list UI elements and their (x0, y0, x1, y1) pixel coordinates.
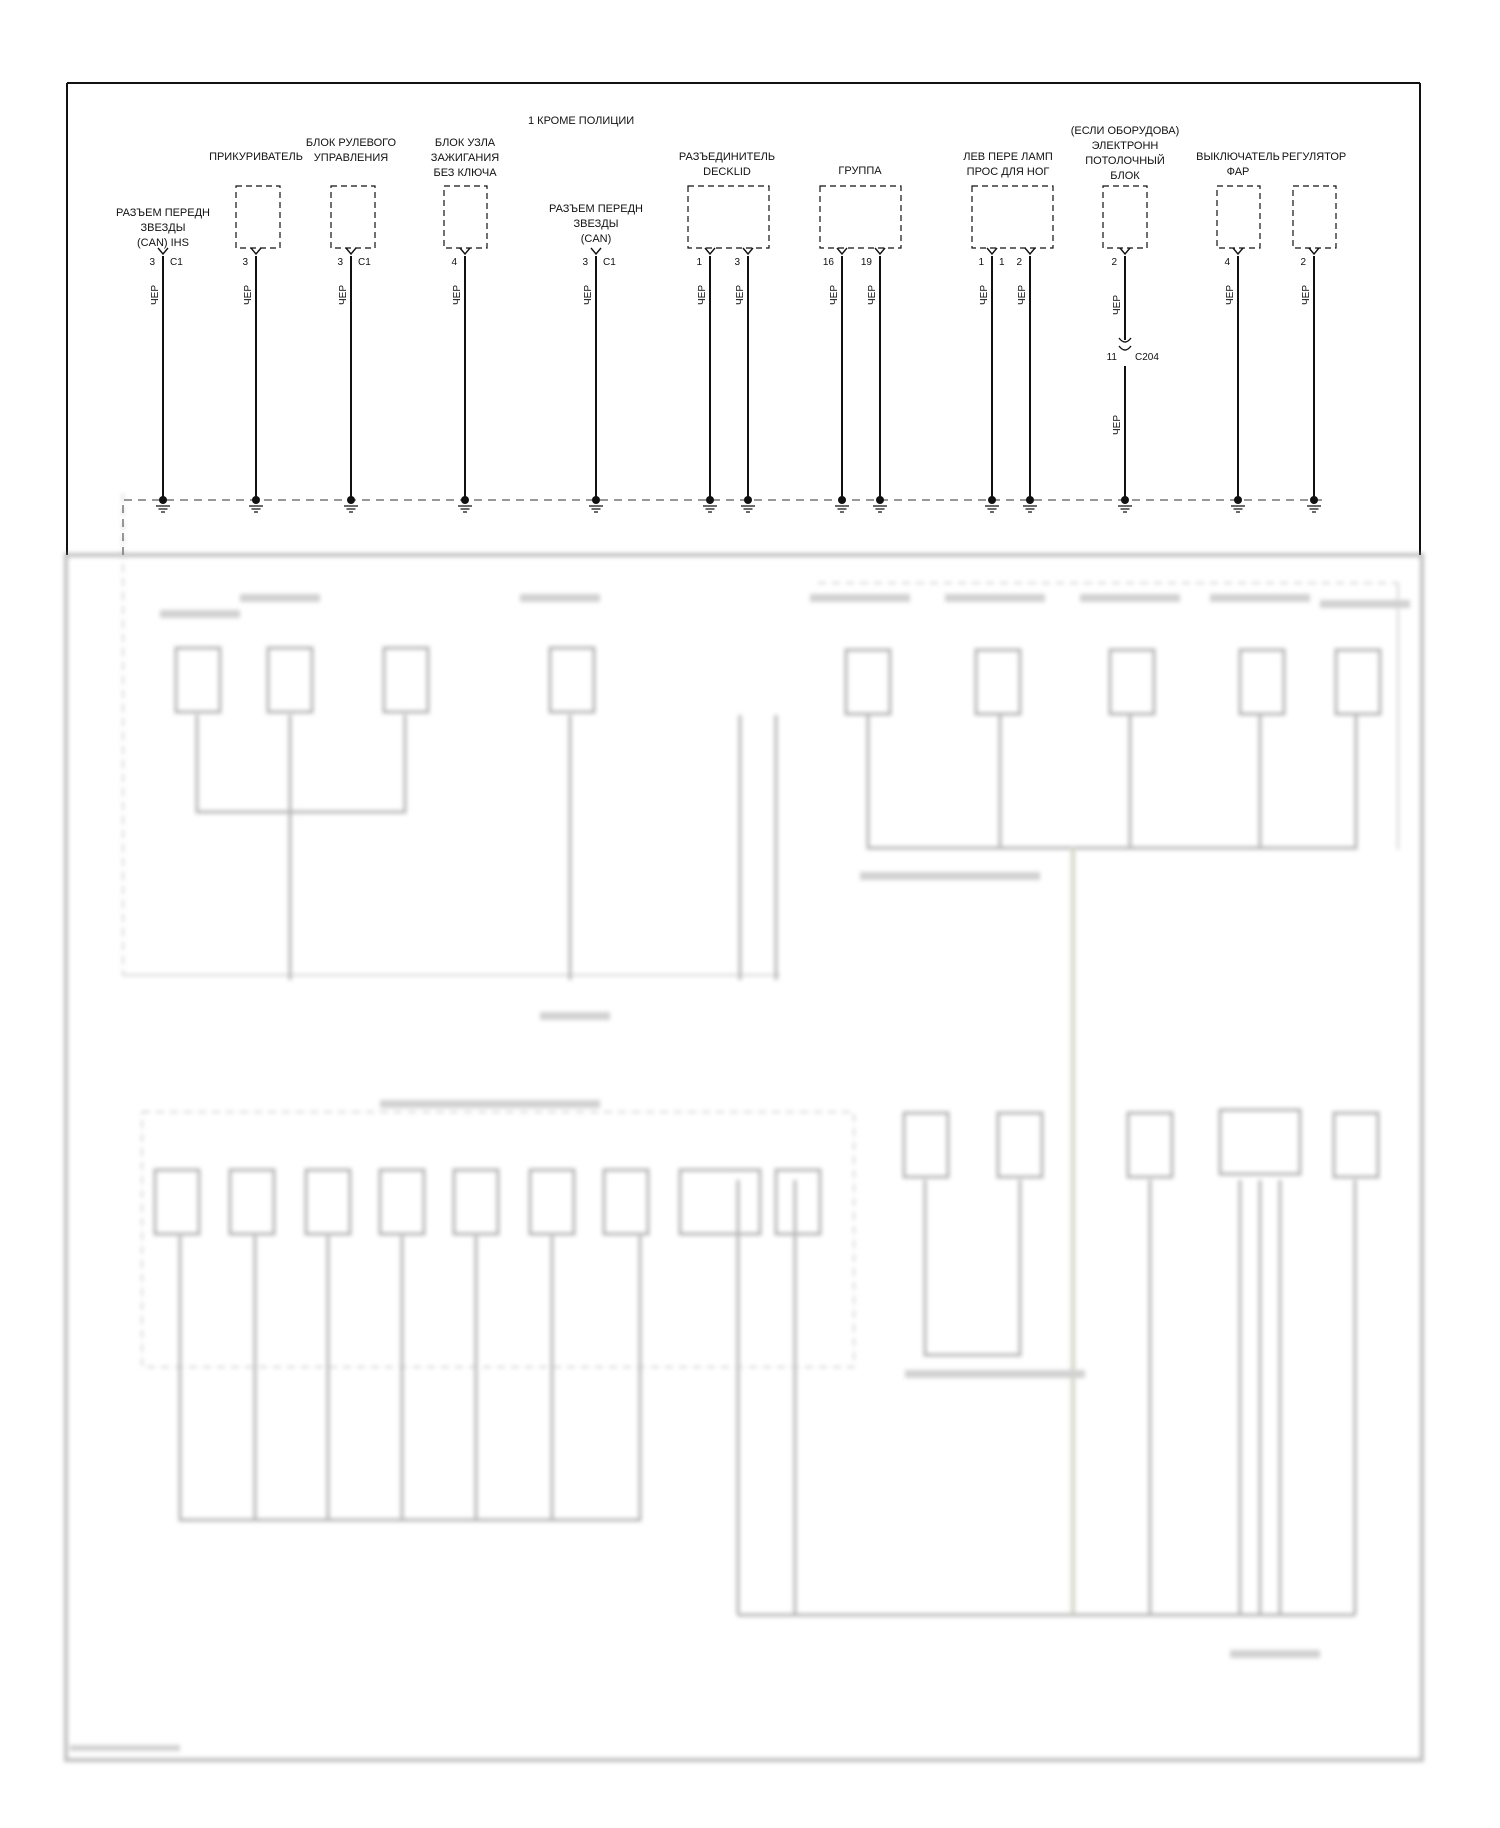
ground-icon (1231, 506, 1245, 512)
ground-icon (703, 506, 717, 512)
splice-connector-id: C204 (1135, 352, 1159, 363)
component-label-line: ЗВЕЗДЫ (140, 222, 186, 234)
component-11 (1282, 151, 1347, 512)
pin-number: 2 (1111, 257, 1117, 268)
wire-color-label: ЧЕР (338, 284, 349, 306)
wire-color-label: ЧЕР (583, 284, 594, 306)
ground-icon (985, 506, 999, 512)
component-label-line: ПРОС ДЛЯ НОГ (966, 166, 1050, 178)
ground-point (1310, 496, 1318, 504)
component-box (331, 186, 375, 248)
component-3 (306, 137, 397, 512)
component-label-line: ФАР (1226, 166, 1250, 178)
ground-point (1026, 496, 1034, 504)
ground-point (461, 496, 469, 504)
wire-color-label: ЧЕР (735, 284, 746, 306)
component-box (1293, 186, 1336, 248)
connector-pin (837, 248, 847, 254)
pin-number: 1 (696, 257, 702, 268)
component-box (688, 186, 769, 248)
ground-bus (123, 500, 1325, 555)
component-label-line: ЛЕВ ПЕРЕ ЛАМП (963, 151, 1053, 163)
connector-pin (1233, 248, 1243, 254)
wire-color-label: ЧЕР (867, 284, 878, 306)
connector-pin (346, 248, 356, 254)
pin-number: 1 (978, 257, 984, 268)
component-label-line: (ЕСЛИ ОБОРУДОВА) (1070, 125, 1180, 137)
ground-icon (249, 506, 263, 512)
pin-number: 16 (822, 257, 834, 268)
connector-id: C1 (358, 257, 371, 268)
wire-color-label: ЧЕР (1225, 284, 1236, 306)
wire-color-label: ЧЕР (452, 284, 463, 306)
component-10 (1196, 151, 1280, 512)
component-label-line: DECKLID (703, 166, 751, 178)
component-label-line: БЕЗ КЛЮЧА (433, 167, 497, 179)
component-2 (209, 151, 303, 512)
component-box (444, 186, 487, 248)
ground-point (988, 496, 996, 504)
component-label-line: УПРАВЛЕНИЯ (313, 152, 389, 164)
component-1 (116, 207, 210, 512)
header-note: 1 КРОМЕ ПОЛИЦИИ (528, 115, 635, 127)
connector-pin (1025, 248, 1035, 254)
ground-point (838, 496, 846, 504)
component-6 (679, 151, 775, 512)
component-label-line: ВЫКЛЮЧАТЕЛЬ (1196, 151, 1280, 163)
pin-number: 4 (451, 257, 457, 268)
splice-pin-number: 11 (1106, 352, 1117, 363)
connector-id: C1 (603, 257, 616, 268)
wire-color-label: ЧЕР (829, 284, 840, 306)
wire-color-label: ЧЕР (1112, 294, 1123, 316)
component-label-line: РЕГУЛЯТОР (1281, 151, 1347, 163)
component-label-line: РАЗЪЕМ ПЕРЕДН (115, 207, 211, 219)
connector-id: C1 (170, 257, 183, 268)
connector-pin (251, 248, 261, 254)
ground-point (1234, 496, 1242, 504)
connector-id: 1 (999, 257, 1005, 268)
ground-icon (873, 506, 887, 512)
wire-color-label: ЧЕР (243, 284, 254, 306)
connector-pin (875, 248, 885, 254)
component-box (1217, 186, 1260, 248)
pin-number: 19 (860, 257, 872, 268)
ground-icon (835, 506, 849, 512)
connector-pin (1309, 248, 1319, 254)
component-label-line: ПОТОЛОЧНЫЙ (1085, 155, 1165, 167)
wire-color-label: ЧЕР (979, 284, 990, 306)
wire-color-label: ЧЕР (697, 284, 708, 306)
pin-number: 3 (582, 257, 588, 268)
ground-point (706, 496, 714, 504)
ground-point (592, 496, 600, 504)
component-box (972, 186, 1053, 248)
pin-number: 2 (1016, 257, 1022, 268)
ground-point (159, 496, 167, 504)
ground-icon (344, 506, 358, 512)
component-5 (549, 203, 643, 512)
pin-number: 3 (242, 257, 248, 268)
component-label-line: ЗВЕЗДЫ (573, 218, 619, 230)
wire-color-label: ЧЕР (1112, 414, 1123, 436)
connector-pin (460, 248, 470, 254)
component-label-line: ЭЛЕКТРОНН (1091, 140, 1159, 152)
connector-pin (591, 248, 601, 254)
connector-pin (743, 248, 753, 254)
ground-icon (1307, 506, 1321, 512)
ground-point (876, 496, 884, 504)
ground-point (1121, 496, 1129, 504)
ground-icon (1023, 506, 1037, 512)
ground-point (347, 496, 355, 504)
ground-point (252, 496, 260, 504)
wire-color-label: ЧЕР (1301, 284, 1312, 306)
component-box (1103, 186, 1147, 248)
component-label-line: ПРИКУРИВАТЕЛЬ (209, 151, 303, 163)
pin-number: 4 (1224, 257, 1230, 268)
component-label-line: (CAN) IHS (137, 237, 189, 249)
pin-number: 3 (734, 257, 740, 268)
ground-icon (1118, 506, 1132, 512)
component-box (820, 186, 901, 248)
component-4 (431, 137, 499, 512)
ground-icon (156, 506, 170, 512)
component-label-line: ЗАЖИГАНИЯ (430, 152, 500, 164)
ground-point (744, 496, 752, 504)
pin-number: 3 (337, 257, 343, 268)
component-8 (963, 151, 1053, 512)
blurred-lower-section (66, 494, 1422, 1760)
component-label-line: РАЗЪЕДИНИТЕЛЬ (678, 151, 776, 163)
pin-number: 2 (1300, 257, 1306, 268)
wire-color-label: ЧЕР (150, 284, 161, 306)
connector-pin (705, 248, 715, 254)
component-7 (820, 165, 901, 512)
component-label-line: БЛОК (1110, 170, 1140, 182)
component-label-line: ГРУППА (838, 165, 882, 177)
component-label-line: БЛОК РУЛЕВОГО (305, 137, 397, 149)
component-box (236, 186, 280, 248)
component-label-line: БЛОК УЗЛА (434, 137, 496, 149)
ground-icon (458, 506, 472, 512)
ground-icon (741, 506, 755, 512)
connector-pin (987, 248, 997, 254)
wire-color-label: ЧЕР (1017, 284, 1028, 306)
component-9 (1071, 125, 1180, 512)
pin-number: 3 (149, 257, 155, 268)
ground-icon (589, 506, 603, 512)
connector-pin (1120, 248, 1130, 254)
component-label-line: РАЗЪЕМ ПЕРЕДН (548, 203, 644, 215)
component-label-line: (CAN) (580, 233, 612, 245)
